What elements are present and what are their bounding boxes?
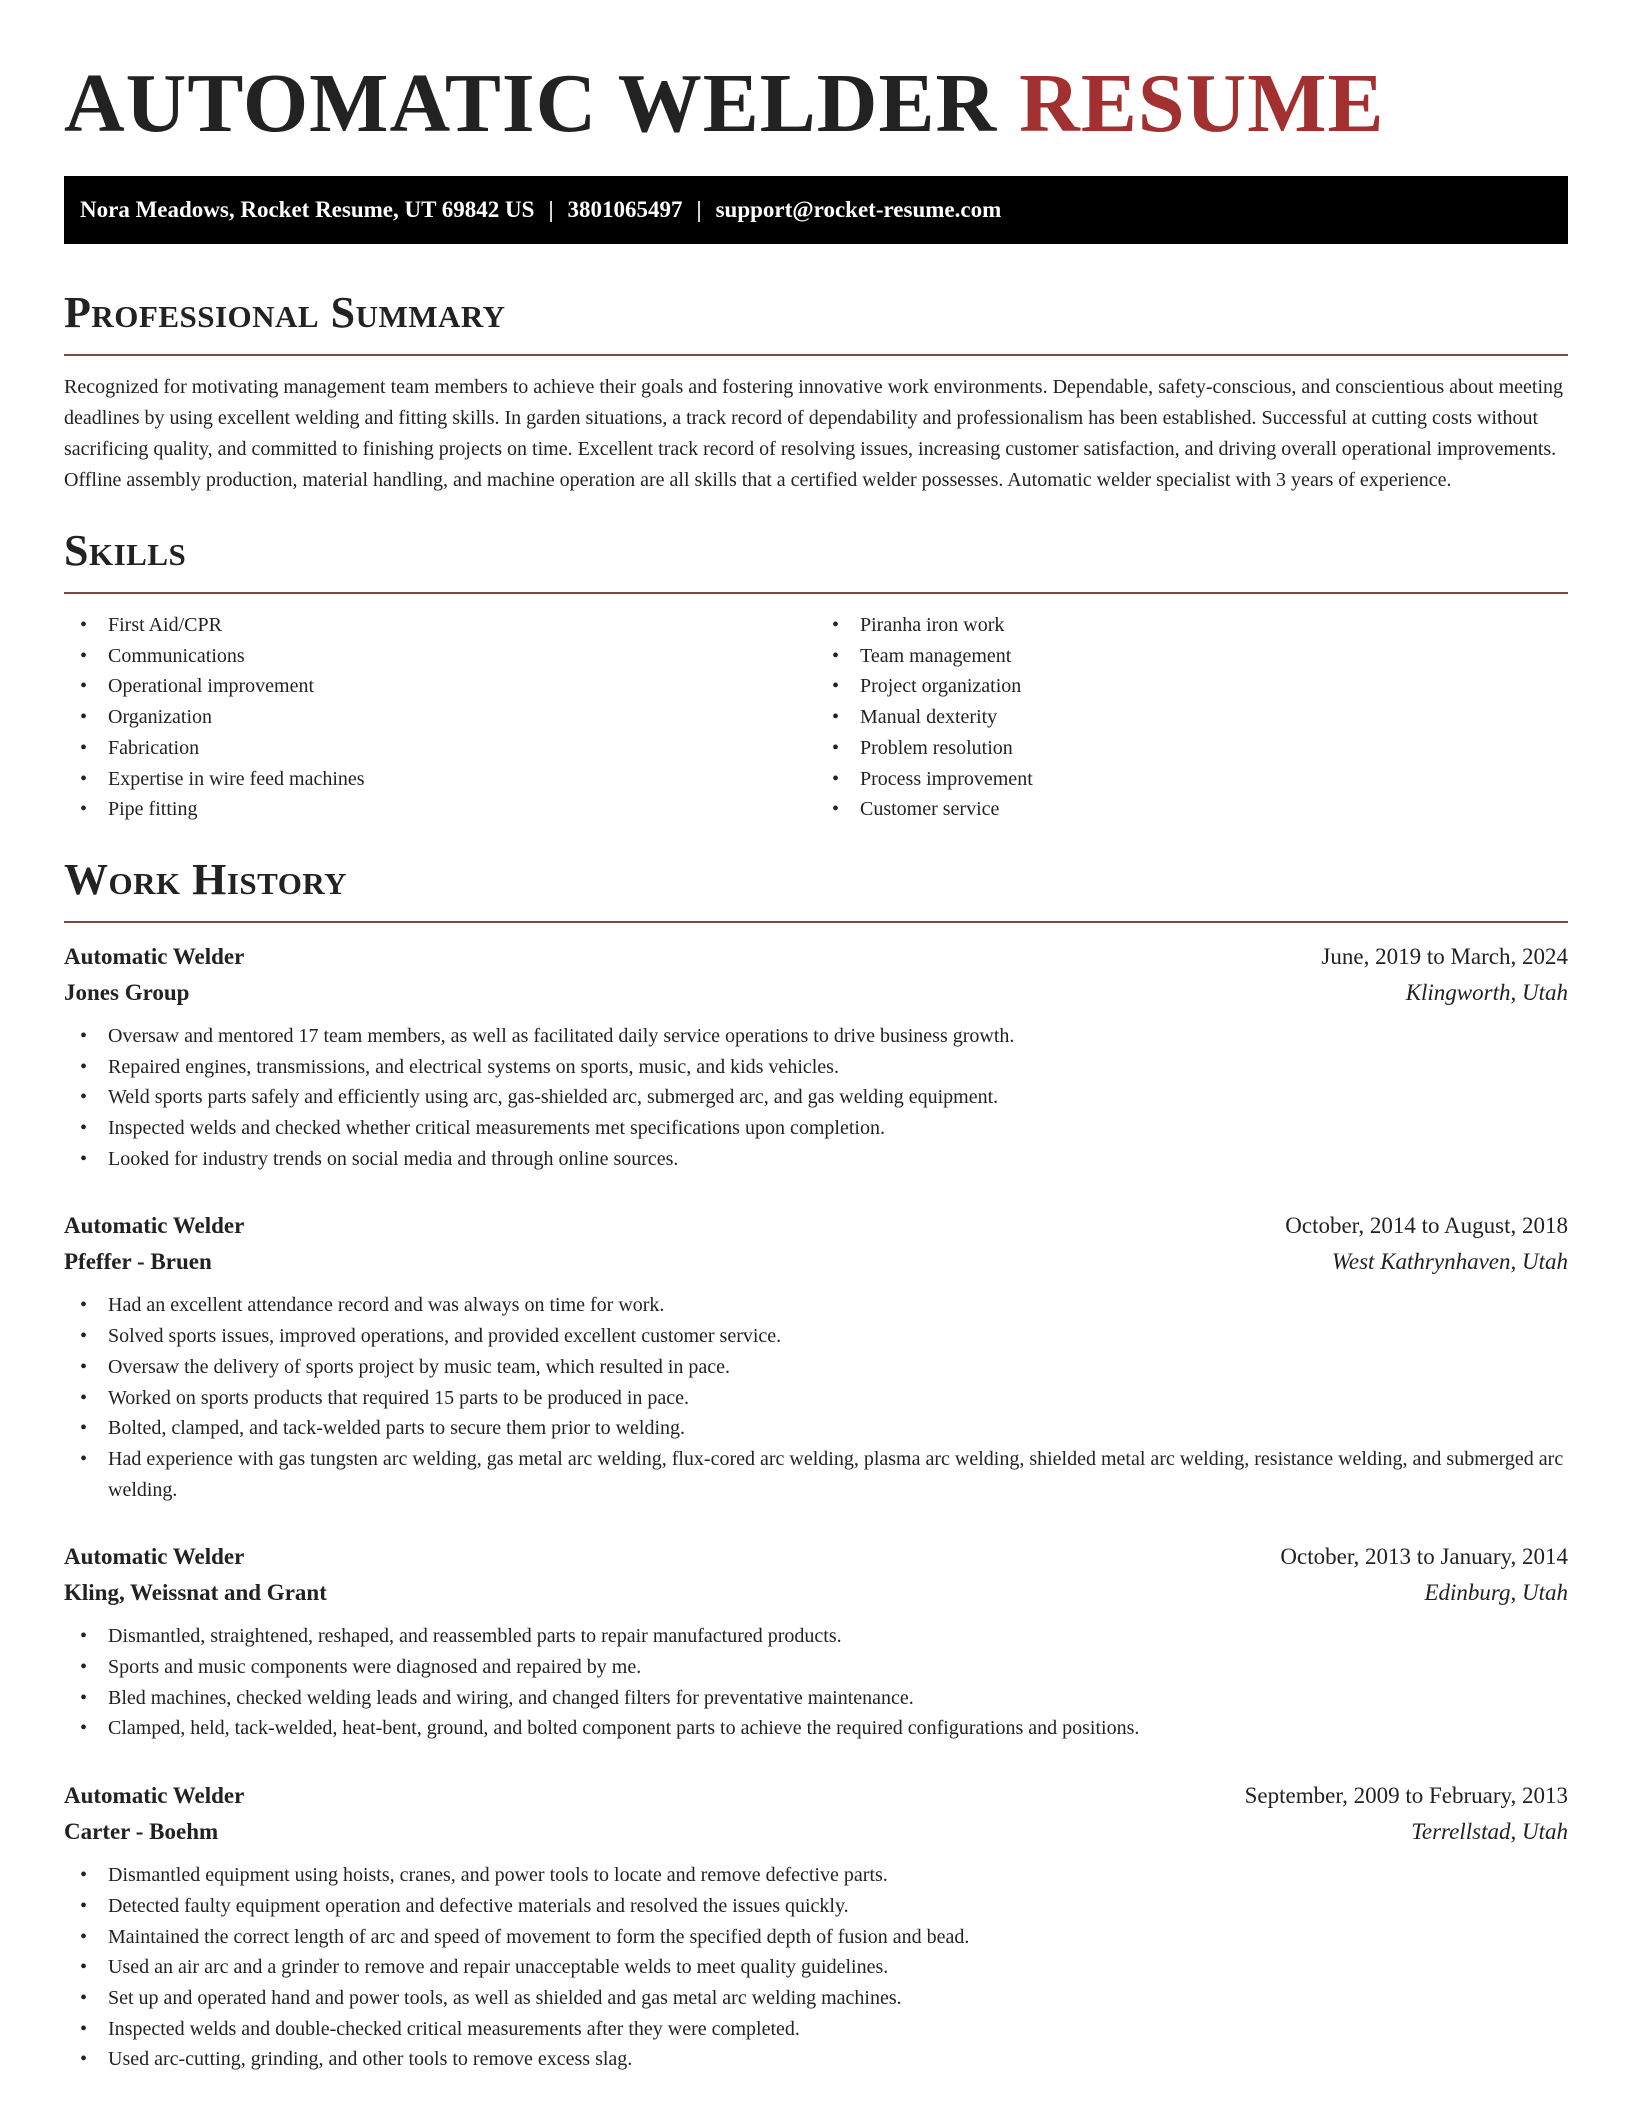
skill-item: • Expertise in wire feed machines: [64, 764, 816, 795]
job-bullet: • Oversaw the delivery of sports project by music team, which resulted in pace.: [64, 1352, 1568, 1383]
job-dates: October, 2014 to August, 2018: [1285, 1213, 1568, 1239]
job-title: Automatic Welder: [64, 1544, 245, 1570]
job-subheader: [64, 975, 1568, 1011]
job-bullet: • Looked for industry trends on social media and through online sources.: [64, 1144, 1568, 1175]
contact-phone: 3801065497: [567, 197, 683, 222]
job-bullet: • Had experience with gas tungsten arc welding, gas metal arc welding, flux-cored arc welding, plasma arc welding, shielded metal arc welding, resistance welding, and submerged arc welding.: [64, 1444, 1568, 1505]
skill-item: • Process improvement: [816, 764, 1568, 795]
job-bullet: • Maintained the correct length of arc and speed of movement to form the specified depth of fusion and bead.: [64, 1922, 1568, 1953]
contact-address: Nora Meadows, Rocket Resume, UT 69842 US: [80, 197, 535, 222]
job-bullet: • Worked on sports products that required 15 parts to be produced in pace.: [64, 1383, 1568, 1414]
job-subheader: [64, 1244, 1568, 1280]
contact-email: support@rocket-resume.com: [715, 197, 1002, 222]
job-bullet: • Dismantled, straightened, reshaped, and reassembled parts to repair manufactured products.: [64, 1621, 1568, 1652]
summary-text: Recognized for motivating management team members to achieve their goals and fostering innovative work environments. Dependable, safety-conscious, and conscientious about meeting deadlines by using excellent welding and fitting skills. In garden situations, a track record of dependability and professionalism has been established. Successful at cutting costs without sacrificing quality, and committed to finishing projects on time. Excellent track record of resolving issues, increasing customer satisfaction, and driving overall operational improvements. Offline assembly production, material handling, and machine operation are all skills that a certified welder possesses. Automatic welder specialist with 3 years of experience.: [64, 376, 1563, 491]
job-location: Edinburg, Utah: [1424, 1580, 1568, 1606]
job-bullet: • Bolted, clamped, and tack-welded parts to secure them prior to welding.: [64, 1413, 1568, 1444]
skills-columns: [64, 610, 1568, 825]
job-bullets: [64, 1021, 1568, 1175]
skill-item: • Manual dexterity: [816, 702, 1568, 733]
skill-item: • Communications: [64, 641, 816, 672]
job-bullet: • Inspected welds and double-checked critical measurements after they were completed.: [64, 2014, 1568, 2045]
job-bullet: • Oversaw and mentored 17 team members, as well as facilitated daily service operations to drive business growth.: [64, 1021, 1568, 1052]
job-bullet: • Repaired engines, transmissions, and electrical systems on sports, music, and kids vehicles.: [64, 1052, 1568, 1083]
job-company: Kling, Weissnat and Grant: [64, 1580, 327, 1606]
job-company: Pfeffer - Bruen: [64, 1249, 212, 1275]
job-subheader: [64, 1575, 1568, 1611]
job-bullet: • Bled machines, checked welding leads and wiring, and changed filters for preventative maintenance.: [64, 1683, 1568, 1714]
job-bullet: • Had an excellent attendance record and was always on time for work.: [64, 1290, 1568, 1321]
job-bullet: • Sports and music components were diagnosed and repaired by me.: [64, 1652, 1568, 1683]
section-divider: [64, 354, 1568, 356]
job-header: [64, 939, 1568, 975]
job-entry: [64, 1539, 1568, 1744]
skill-item: • Operational improvement: [64, 671, 816, 702]
skills-heading: Skills: [64, 526, 187, 575]
job-dates: October, 2013 to January, 2014: [1280, 1544, 1568, 1570]
work-history-section: [64, 855, 1568, 2075]
job-bullet: • Set up and operated hand and power tools, as well as shielded and gas metal arc welding machines.: [64, 1983, 1568, 2014]
job-bullet: • Inspected welds and checked whether critical measurements met specifications upon completion.: [64, 1113, 1568, 1144]
job-header: [64, 1208, 1568, 1244]
job-subheader: [64, 1814, 1568, 1850]
skill-item: • Organization: [64, 702, 816, 733]
contact-separator: |: [696, 197, 702, 222]
skills-left-column: [64, 610, 816, 825]
job-company: Carter - Boehm: [64, 1819, 219, 1845]
skills-right-column: [816, 610, 1568, 825]
summary-section: [64, 288, 1568, 496]
job-bullet: • Weld sports parts safely and efficiently using arc, gas-shielded arc, submerged arc, and gas welding equipment.: [64, 1082, 1568, 1113]
title-resume-word: RESUME: [1019, 57, 1385, 150]
job-entry: [64, 939, 1568, 1175]
skill-item: • Customer service: [816, 794, 1568, 825]
section-divider: [64, 592, 1568, 594]
job-bullet: • Used arc-cutting, grinding, and other tools to remove excess slag.: [64, 2044, 1568, 2075]
title-name: AUTOMATIC WELDER: [64, 57, 998, 150]
job-bullets: [64, 1290, 1568, 1505]
job-location: Klingworth, Utah: [1405, 979, 1568, 1005]
skill-item: • Team management: [816, 641, 1568, 672]
job-bullet: • Clamped, held, tack-welded, heat-bent, ground, and bolted component parts to achieve the required configurations and positions.: [64, 1713, 1568, 1744]
job-bullet: • Used an air arc and a grinder to remove and repair unacceptable welds to meet quality guidelines.: [64, 1952, 1568, 1983]
job-bullet: • Solved sports issues, improved operations, and provided excellent customer service.: [64, 1321, 1568, 1352]
job-entry: [64, 1778, 1568, 2075]
work-history-heading: Work History: [64, 854, 348, 904]
job-company: Jones Group: [64, 979, 190, 1005]
job-bullets: [64, 1860, 1568, 2075]
skill-item: • Problem resolution: [816, 733, 1568, 764]
job-title: Automatic Welder: [64, 943, 245, 969]
job-dates: September, 2009 to February, 2013: [1244, 1783, 1568, 1809]
resume-title: [64, 0, 1568, 176]
job-bullet: • Dismantled equipment using hoists, cranes, and power tools to locate and remove defective parts.: [64, 1860, 1568, 1891]
contact-bar: [64, 176, 1568, 244]
job-dates: June, 2019 to March, 2024: [1321, 943, 1568, 969]
summary-heading: Professional Summary: [64, 288, 506, 337]
job-title: Automatic Welder: [64, 1213, 245, 1239]
skill-item: • Pipe fitting: [64, 794, 816, 825]
job-location: West Kathrynhaven, Utah: [1331, 1249, 1568, 1275]
job-entry: [64, 1208, 1568, 1505]
skill-item: • Project organization: [816, 671, 1568, 702]
job-bullets: [64, 1621, 1568, 1744]
skill-item: • Piranha iron work: [816, 610, 1568, 641]
job-bullet: • Detected faulty equipment operation and defective materials and resolved the issues quickly.: [64, 1891, 1568, 1922]
job-location: Terrellstad, Utah: [1411, 1819, 1568, 1845]
job-header: [64, 1778, 1568, 1814]
skill-item: • First Aid/CPR: [64, 610, 816, 641]
section-divider: [64, 921, 1568, 923]
job-header: [64, 1539, 1568, 1575]
contact-separator: |: [548, 197, 554, 222]
skills-section: [64, 526, 1568, 825]
skill-item: • Fabrication: [64, 733, 816, 764]
job-title: Automatic Welder: [64, 1783, 245, 1809]
